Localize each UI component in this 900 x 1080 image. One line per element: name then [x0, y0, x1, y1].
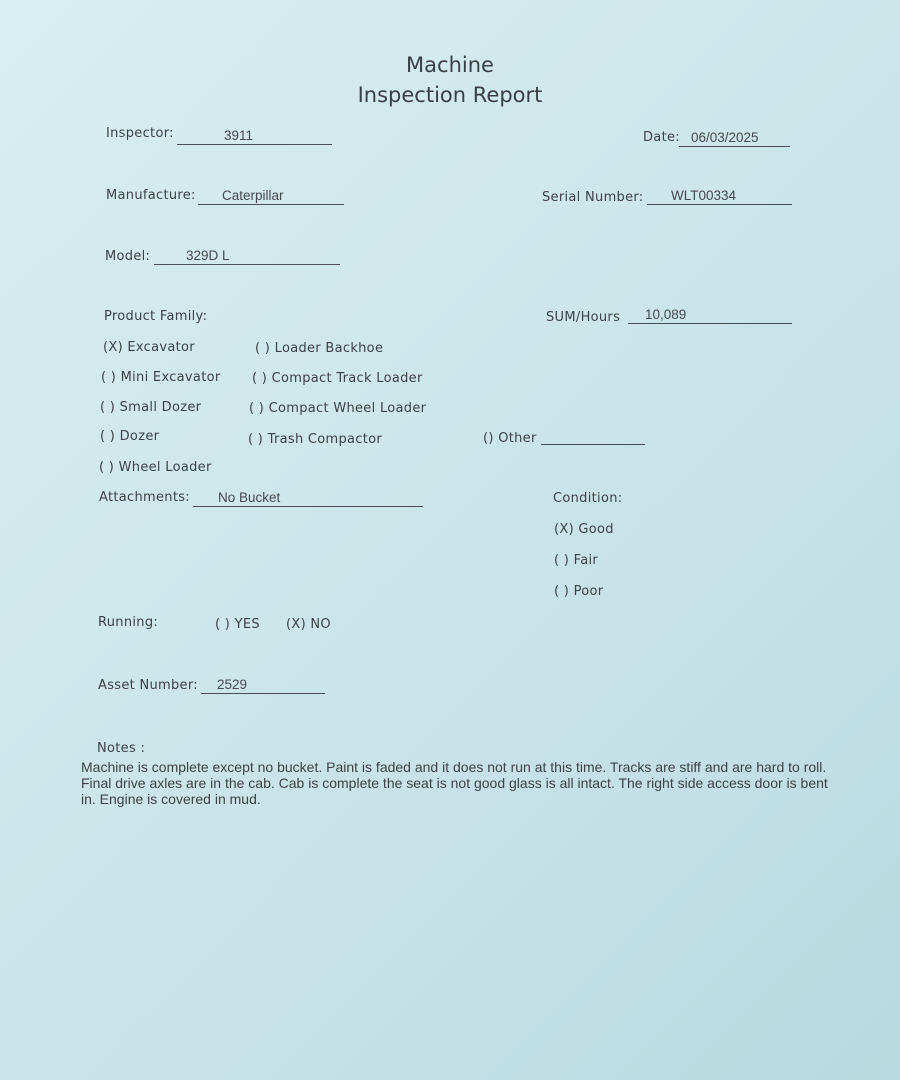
manufacture-label: Manufacture:	[106, 188, 196, 203]
running-yes[interactable]	[215, 617, 260, 632]
option-mark: ( )	[215, 617, 231, 632]
option-loader-backhoe[interactable]	[255, 341, 383, 356]
sum-hours-value: 10,089	[645, 307, 687, 322]
option-trash-compactor[interactable]	[248, 432, 382, 447]
serial-number-label: Serial Number:	[542, 190, 644, 205]
option-label: Compact Track Loader	[271, 371, 423, 386]
option-mark: (X)	[103, 340, 123, 355]
option-label: Mini Excavator	[120, 370, 221, 385]
option-label: Fair	[573, 553, 599, 568]
option-compact-track-loader[interactable]	[252, 371, 423, 386]
option-label: Excavator	[127, 340, 195, 355]
manufacture-field[interactable]	[198, 186, 344, 205]
condition-good[interactable]	[554, 522, 614, 537]
other-field[interactable]	[541, 426, 645, 445]
running-no[interactable]	[286, 617, 331, 632]
date-value: 06/03/2025	[691, 130, 759, 145]
option-label: Dozer	[119, 429, 160, 444]
option-label: Compact Wheel Loader	[268, 401, 427, 416]
manufacture-value: Caterpillar	[222, 188, 284, 203]
date-label: Date:	[643, 130, 680, 145]
option-mark: ( )	[100, 429, 116, 444]
serial-number-value: WLT00334	[671, 188, 737, 203]
running-label: Running:	[98, 615, 159, 630]
option-mark: ( )	[248, 432, 264, 447]
option-small-dozer[interactable]	[100, 400, 201, 415]
option-compact-wheel-loader[interactable]	[249, 401, 426, 416]
option-label: Wheel Loader	[118, 460, 212, 475]
option-excavator[interactable]	[103, 340, 195, 355]
condition-poor[interactable]	[554, 584, 603, 599]
attachments-value: No Bucket	[218, 490, 281, 505]
option-wheel-loader[interactable]	[99, 460, 212, 475]
serial-number-field[interactable]	[647, 186, 792, 205]
condition-label: Condition:	[553, 491, 623, 506]
option-mini-excavator[interactable]	[101, 370, 220, 385]
sum-hours-label: SUM/Hours	[546, 310, 621, 325]
option-label: Good	[578, 522, 614, 537]
attachments-label: Attachments:	[99, 490, 190, 505]
option-mark: (X)	[286, 617, 306, 632]
option-label: Loader Backhoe	[274, 341, 384, 356]
title-line-2: Inspection Report	[357, 83, 543, 107]
inspector-field[interactable]	[177, 126, 332, 145]
option-dozer[interactable]	[100, 429, 159, 444]
option-mark: ()	[483, 431, 494, 446]
option-label: Other	[498, 431, 537, 446]
option-label: NO	[310, 617, 331, 632]
asset-number-value: 2529	[217, 677, 248, 692]
option-mark: ( )	[554, 553, 570, 568]
asset-number-label: Asset Number:	[98, 678, 198, 693]
option-mark: ( )	[101, 370, 117, 385]
notes-text: Machine is complete except no bucket. Paint is faded and it does not run at this time. Tracks are stiff and are hard to roll. Final drive axles are in the cab. Cab is complete the seat is not good glass is all intact. The right side access door is bent in. Engine is covered in mud.	[81, 759, 828, 807]
date-field[interactable]	[679, 128, 790, 147]
inspector-value: 3911	[224, 128, 254, 143]
product-family-label: Product Family:	[104, 309, 208, 324]
condition-fair[interactable]	[554, 553, 598, 568]
attachments-field[interactable]	[193, 488, 423, 507]
option-mark: (X)	[554, 522, 574, 537]
option-label: Small Dozer	[119, 400, 202, 415]
option-mark: ( )	[99, 460, 115, 475]
option-label: YES	[234, 617, 260, 632]
option-mark: ( )	[249, 401, 265, 416]
option-label: Poor	[573, 584, 604, 599]
option-label: Trash Compactor	[267, 432, 383, 447]
sum-hours-field[interactable]	[628, 305, 792, 324]
inspector-label: Inspector:	[106, 126, 174, 141]
model-field[interactable]	[154, 246, 340, 265]
title-line-1: Machine	[406, 53, 494, 77]
asset-number-field[interactable]	[201, 675, 325, 694]
model-value: 329D L	[186, 248, 230, 263]
option-mark: ( )	[100, 400, 116, 415]
option-mark: ( )	[255, 341, 271, 356]
notes-label: Notes :	[97, 741, 146, 756]
option-other[interactable]	[483, 431, 537, 446]
model-label: Model:	[105, 249, 151, 264]
option-mark: ( )	[252, 371, 268, 386]
option-mark: ( )	[554, 584, 570, 599]
